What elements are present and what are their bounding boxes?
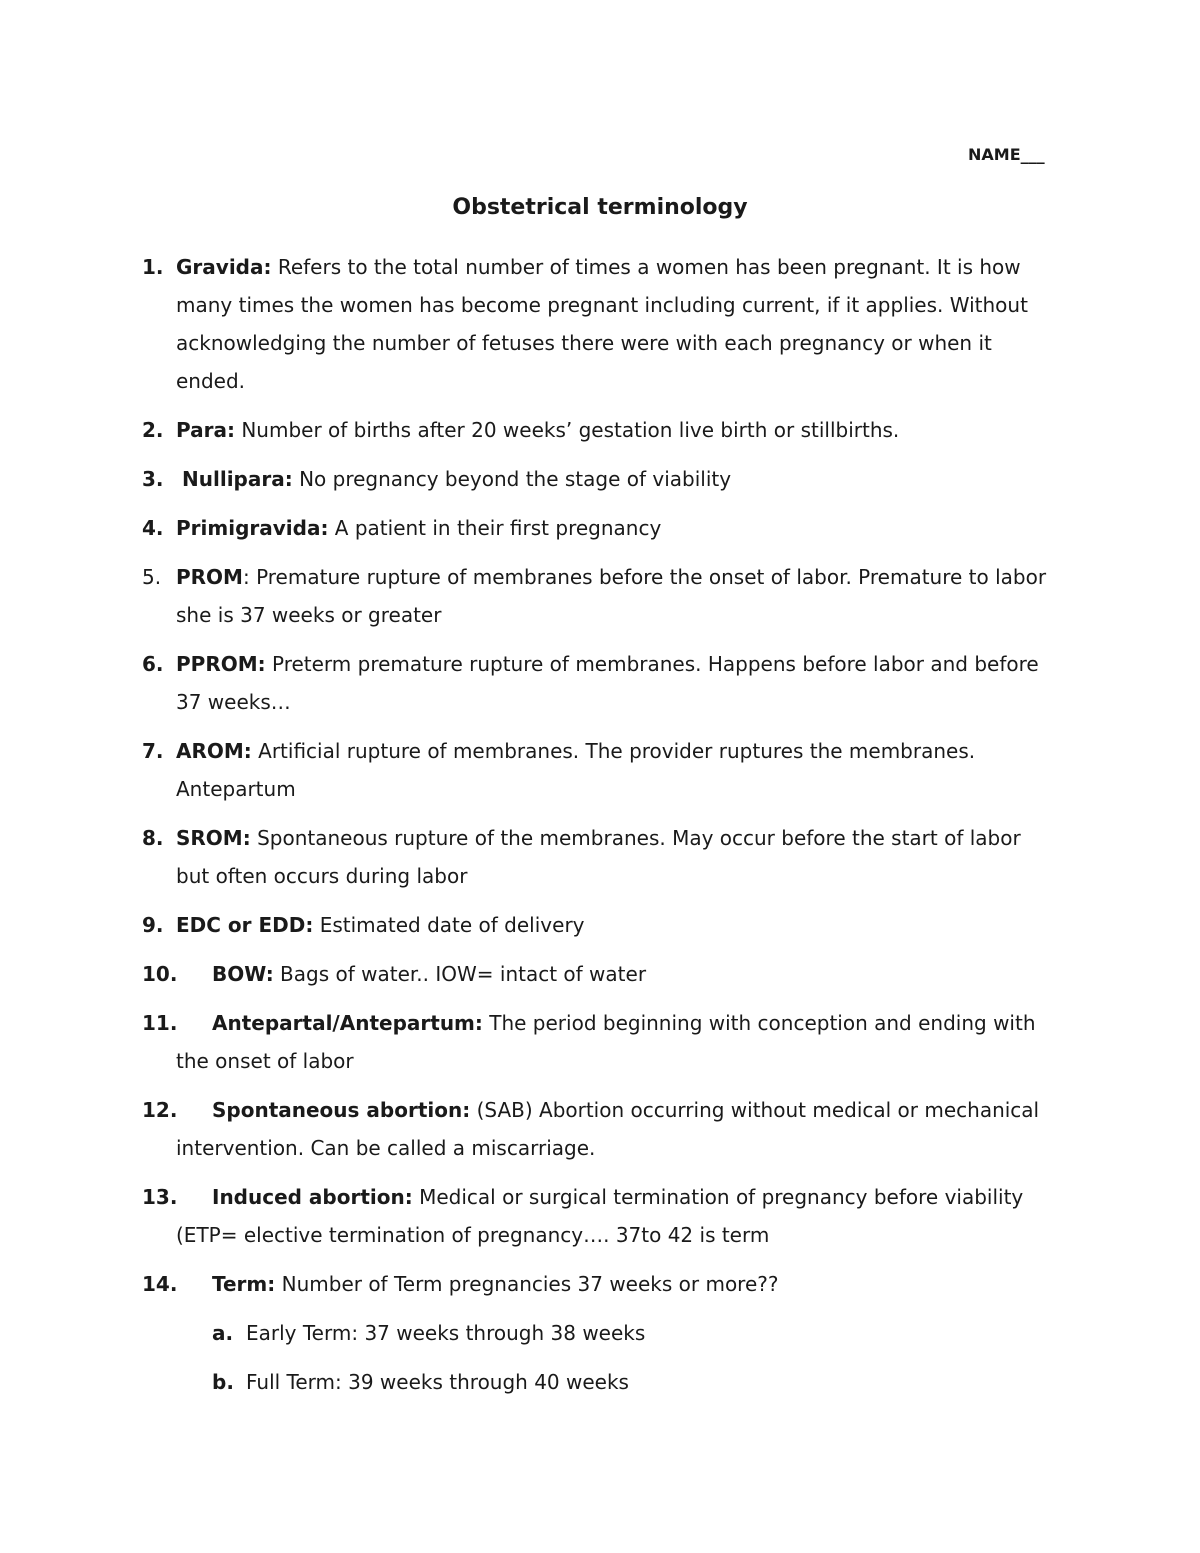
term-number: 1. — [142, 255, 164, 279]
term-number: 14. — [142, 1272, 178, 1296]
term-definition: Medical or surgical termination of pregnancy before viability (ETP= elective termination of pregnancy…. 37to 42 is term — [176, 1185, 1024, 1247]
term-label: Gravida: — [176, 255, 272, 279]
term-number: 13. — [142, 1185, 178, 1209]
term-definition: Refers to the total number of times a women has been pregnant. It is how many times the women has become pregnant including current, if it applies. Without acknowledging the number of fetuses there were with each pregnancy or when it ended. — [176, 255, 1028, 393]
term-item-edc-edd — [0, 906, 1200, 944]
sub-item-letter: a. — [212, 1321, 234, 1345]
term-definition: (SAB) Abortion occurring without medical or mechanical intervention. Can be called a miscarriage. — [176, 1098, 1040, 1160]
sub-item-text: Early Term: 37 weeks through 38 weeks — [246, 1321, 646, 1345]
term-item-term — [0, 1265, 1200, 1401]
name-field: NAME___ — [968, 145, 1045, 164]
term-label: BOW: — [212, 962, 274, 986]
term-number: 10. — [142, 962, 178, 986]
term-label: Nullipara: — [182, 467, 293, 491]
term-label: PPROM: — [176, 652, 266, 676]
term-number: 5. — [142, 565, 162, 589]
term-item-antepartum — [0, 1004, 1200, 1080]
term-label: Term: — [212, 1272, 276, 1296]
term-label: Spontaneous abortion: — [212, 1098, 471, 1122]
term-item-gravida — [0, 248, 1200, 400]
term-definition: Artificial rupture of membranes. The provider ruptures the membranes. Antepartum — [176, 739, 976, 801]
term-label: Induced abortion: — [212, 1185, 413, 1209]
term-definition: : Premature rupture of membranes before the onset of labor. Premature to labor she is 37 weeks or greater — [176, 565, 1047, 627]
term-item-srom — [0, 819, 1200, 895]
term-label: Antepartal/Antepartum: — [212, 1011, 483, 1035]
term-item-induced-abortion — [0, 1178, 1200, 1254]
term-label: EDC or EDD: — [176, 913, 314, 937]
term-number: 2. — [142, 418, 164, 442]
term-item-spontaneous-abortion — [0, 1091, 1200, 1167]
term-item-primigravida — [0, 509, 1200, 547]
term-list — [0, 248, 1200, 1412]
sub-item-early-term — [176, 1314, 1060, 1352]
term-item-para — [0, 411, 1200, 449]
term-definition: Number of Term pregnancies 37 weeks or more?? — [275, 1272, 779, 1296]
term-number: 9. — [142, 913, 164, 937]
term-number: 8. — [142, 826, 164, 850]
document-title: Obstetrical terminology — [452, 195, 748, 220]
term-definition: Estimated date of delivery — [313, 913, 585, 937]
term-item-pprom — [0, 645, 1200, 721]
term-definition: Number of births after 20 weeks’ gestation live birth or stillbirths. — [234, 418, 900, 442]
term-number: 11. — [142, 1011, 178, 1035]
term-sub-list — [176, 1314, 1060, 1401]
sub-item-full-term — [176, 1363, 1060, 1401]
sub-item-letter: b. — [212, 1370, 234, 1394]
term-number: 3. — [142, 467, 164, 491]
term-number: 6. — [142, 652, 164, 676]
term-item-prom — [0, 558, 1200, 634]
term-definition: Spontaneous rupture of the membranes. May occur before the start of labor but often occurs during labor — [176, 826, 1021, 888]
term-definition: A patient in their first pregnancy — [328, 516, 662, 540]
term-definition: Bags of water.. IOW= intact of water — [273, 962, 647, 986]
term-number: 7. — [142, 739, 164, 763]
term-label: SROM: — [176, 826, 251, 850]
term-item-arom — [0, 732, 1200, 808]
term-definition: No pregnancy beyond the stage of viability — [292, 467, 732, 491]
term-label: AROM: — [176, 739, 252, 763]
term-label: Primigravida: — [176, 516, 329, 540]
term-label: Para: — [176, 418, 235, 442]
term-label: PROM — [176, 565, 243, 589]
term-number: 12. — [142, 1098, 178, 1122]
term-definition: Preterm premature rupture of membranes. Happens before labor and before 37 weeks… — [176, 652, 1039, 714]
term-item-nullipara — [0, 460, 1200, 498]
sub-item-text: Full Term: 39 weeks through 40 weeks — [246, 1370, 629, 1394]
term-number: 4. — [142, 516, 164, 540]
term-item-bow — [0, 955, 1200, 993]
term-definition: The period beginning with conception and ending with the onset of labor — [176, 1011, 1036, 1073]
